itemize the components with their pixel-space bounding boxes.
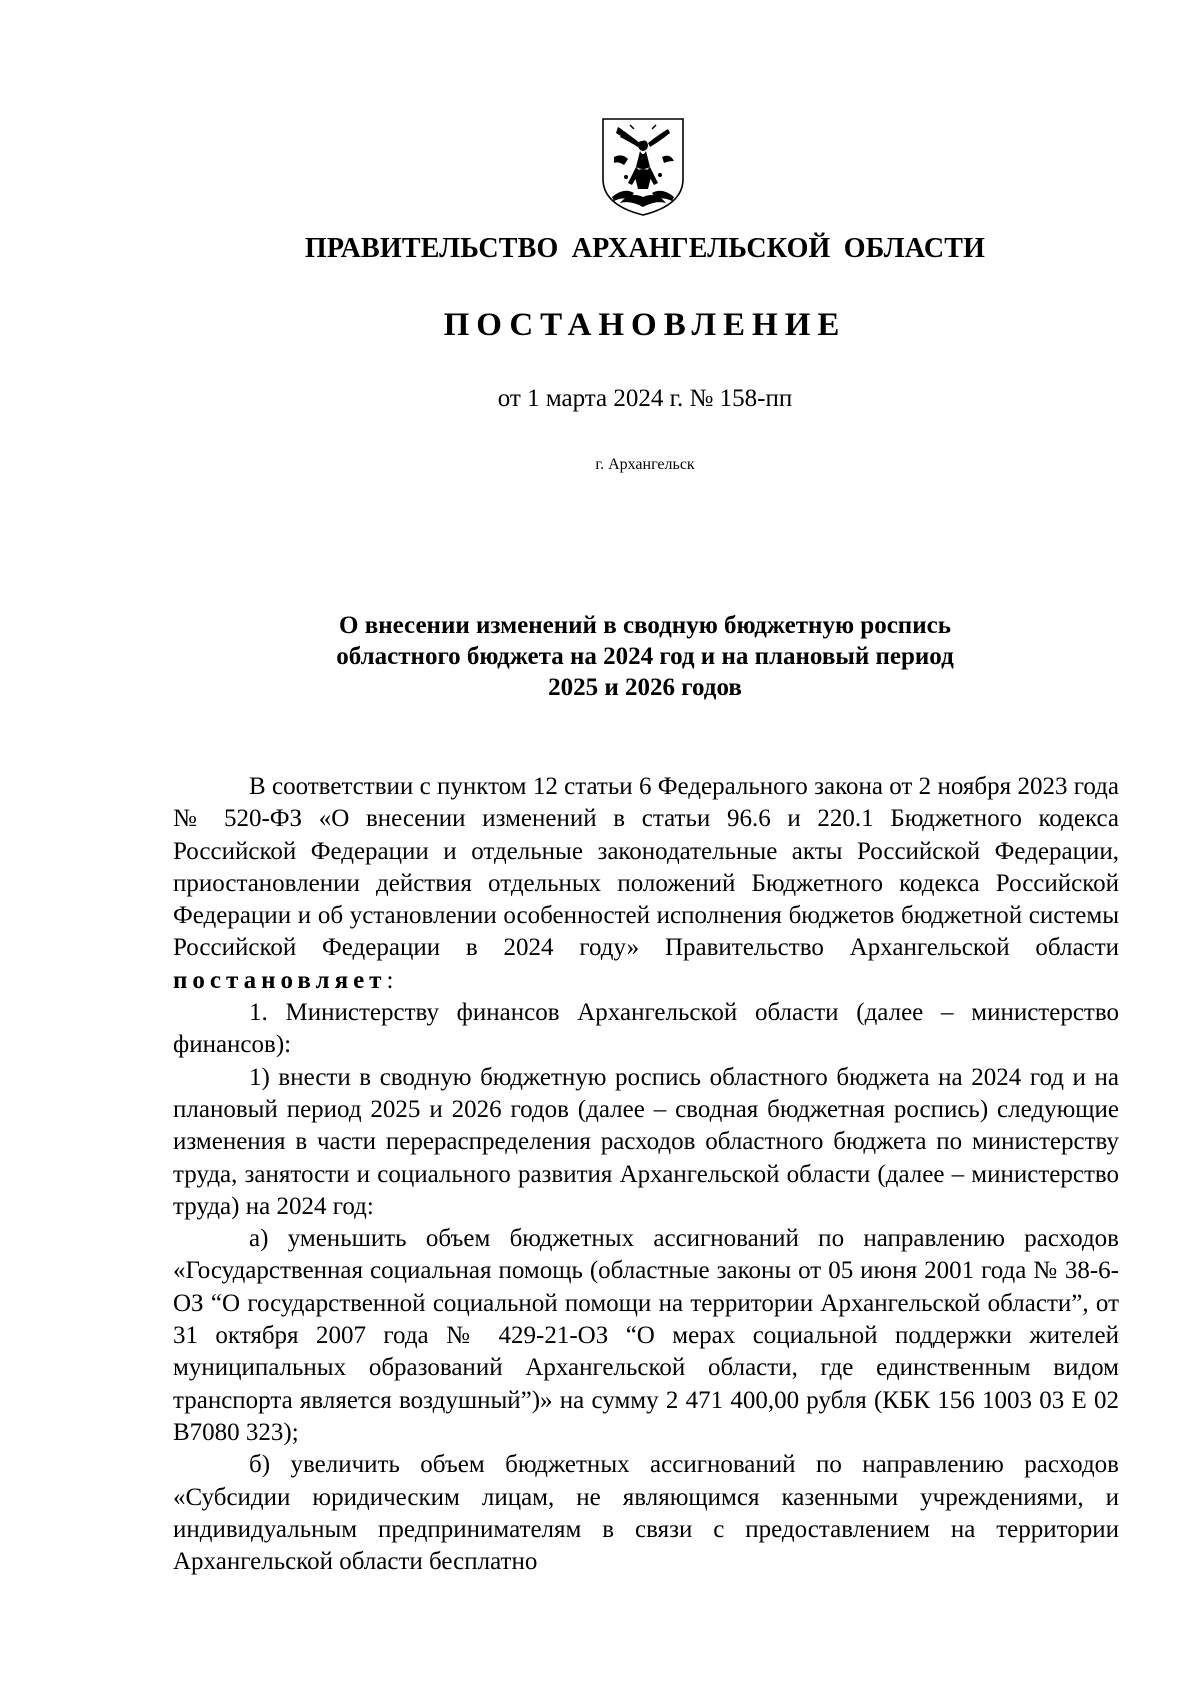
document-subject [0,610,1200,703]
preamble-colon: : [386,966,394,994]
document-city: г. Архангельск [595,456,695,473]
paragraph-subitem-b: б) увеличить объем бюджетных ассигнований по направлению расходов «Субсидии юридическим лицам, не являющимся казенными учреждениями, и индивидуальным предпринимателям в связи с предоставлением на территории Архангельской области бесплатно [173,1451,1119,1576]
subject-line: О внесении изменений в сводную бюджетную роспись [339,612,951,639]
paragraph-subitem-1: 1) внести в сводную бюджетную роспись областного бюджета на 2024 год и на плановый период 2025 и 2026 годов (далее – сводная бюджетная роспись) следующие изменения в части перераспределения расходов областного бюджета по министерству труда, занятости и социального развития Архангельской области (далее – министерство труда) на 2024 год: [173,1063,1119,1220]
coat-of-arms-emblem-icon [600,117,686,217]
document-type-title: ПОСТАНОВЛЕНИЕ [443,307,847,343]
government-name: ПРАВИТЕЛЬСТВО АРХАНГЕЛЬСКОЙ ОБЛАСТИ [304,233,986,264]
document-date-number: от 1 марта 2024 г. № 158-пп [497,385,793,412]
resolution-keyword: постановляет [173,966,387,994]
preamble-text: В соответствии с пунктом 12 статьи 6 Федерального закона от 2 ноября 2023 года № 520-ФЗ «О внесении изменений в статьи 96.6 и 220.1 Бюджетного кодекса Российской Федерации и отдельные законодательные акты Российской Федерации, приостановлении действия отдельных положений Бюджетного кодекса Российской Федерации и об установлении особенностей исполнения бюджетов бюджетной системы Российской Федерации в 2024 году» Правительство Архангельской области [173,773,1119,962]
paragraph-preamble [173,771,1119,997]
subject-line: областного бюджета на 2024 год и на плановый период [336,643,954,670]
subject-line: 2025 и 2026 годов [548,674,742,701]
paragraph-item-1: 1. Министерству финансов Архангельской области (далее – министерство финансов): [173,999,1119,1059]
paragraph-subitem-a: а) уменьшить объем бюджетных ассигнований по направлению расходов «Государственная социальная помощь (областные законы от 05 июня 2001 года № 38-6-ОЗ “О государственной социальной помощи на территории Архангельской области”, от 31 октября 2007 года № 429-21-ОЗ “О мерах социальной поддержки жителей муниципальных образований Архангельской области, где единственным видом транспорта является воздушный”)» на сумму 2 471 400,00 рубля (КБК 156 1003 03 Е 02 В7080 323); [173,1225,1119,1446]
document-body [173,771,1119,1578]
